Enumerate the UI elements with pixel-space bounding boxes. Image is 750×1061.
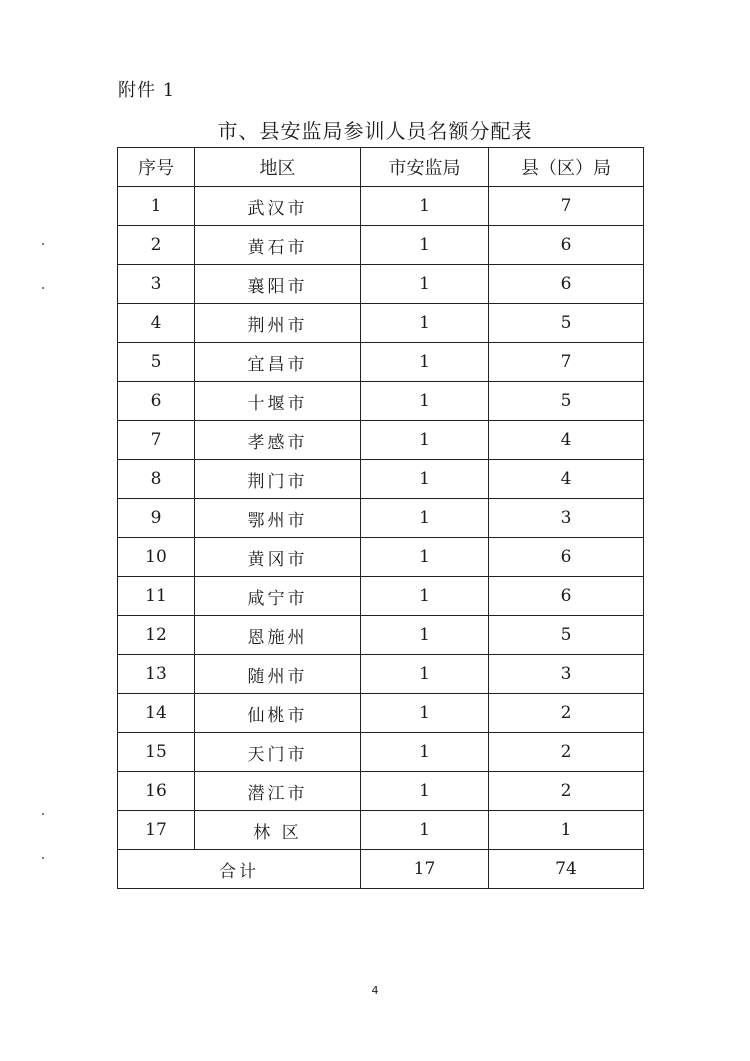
row-county-count: 7 [489,187,644,226]
row-city-count: 1 [361,616,489,655]
header-city-bureau: 市安监局 [361,148,489,187]
row-county-count: 4 [489,421,644,460]
row-no: 6 [118,382,195,421]
row-region: 仙桃市 [195,694,361,733]
row-city-count: 1 [361,499,489,538]
row-county-count: 4 [489,460,644,499]
row-no: 13 [118,655,195,694]
row-no: 5 [118,343,195,382]
attachment-label: 附件 1 [118,80,176,101]
table-row [118,499,644,538]
table-row [118,772,644,811]
row-region: 潜江市 [195,772,361,811]
allocation-table [117,147,644,889]
table-row [118,187,644,226]
row-no: 12 [118,616,195,655]
table-row [118,382,644,421]
table-row [118,460,644,499]
total-city: 17 [361,850,489,889]
row-no: 8 [118,460,195,499]
row-no: 4 [118,304,195,343]
table-row [118,616,644,655]
row-county-count: 7 [489,343,644,382]
row-county-count: 6 [489,538,644,577]
table-header-row [118,148,644,187]
row-city-count: 1 [361,382,489,421]
row-county-count: 3 [489,655,644,694]
row-region: 天门市 [195,733,361,772]
row-county-count: 2 [489,733,644,772]
row-county-count: 5 [489,304,644,343]
row-region: 荆州市 [195,304,361,343]
document-title: 市、县安监局参训人员名额分配表 [217,119,533,143]
row-region: 林 区 [195,811,361,850]
row-city-count: 1 [361,733,489,772]
row-city-count: 1 [361,304,489,343]
row-county-count: 3 [489,499,644,538]
row-no: 11 [118,577,195,616]
row-county-count: 6 [489,265,644,304]
row-city-count: 1 [361,811,489,850]
row-county-count: 6 [489,226,644,265]
table-row [118,733,644,772]
row-county-count: 5 [489,382,644,421]
row-city-count: 1 [361,655,489,694]
table-row [118,655,644,694]
row-city-count: 1 [361,187,489,226]
row-city-count: 1 [361,577,489,616]
row-no: 1 [118,187,195,226]
total-county: 74 [489,850,644,889]
table-row [118,538,644,577]
row-city-count: 1 [361,538,489,577]
table-row [118,577,644,616]
table-row [118,343,644,382]
row-county-count: 2 [489,694,644,733]
row-region: 武汉市 [195,187,361,226]
row-no: 10 [118,538,195,577]
row-county-count: 2 [489,772,644,811]
row-no: 9 [118,499,195,538]
page-number: 4 [371,984,379,997]
row-region: 荆门市 [195,460,361,499]
row-region: 宜昌市 [195,343,361,382]
row-no: 2 [118,226,195,265]
row-no: 15 [118,733,195,772]
row-city-count: 1 [361,772,489,811]
row-region: 黄石市 [195,226,361,265]
table-row [118,811,644,850]
table-body [118,187,644,850]
row-no: 16 [118,772,195,811]
table-row [118,304,644,343]
row-city-count: 1 [361,343,489,382]
total-row [118,850,644,889]
row-city-count: 1 [361,265,489,304]
row-region: 随州市 [195,655,361,694]
table-row [118,694,644,733]
row-no: 7 [118,421,195,460]
row-no: 3 [118,265,195,304]
row-region: 孝感市 [195,421,361,460]
scan-speck [42,287,44,289]
row-city-count: 1 [361,694,489,733]
scan-speck [42,857,44,859]
row-region: 黄冈市 [195,538,361,577]
table-row [118,421,644,460]
row-region: 鄂州市 [195,499,361,538]
header-no: 序号 [118,148,195,187]
table-row [118,226,644,265]
row-city-count: 1 [361,460,489,499]
total-label: 合计 [118,850,361,889]
row-region: 襄阳市 [195,265,361,304]
header-region: 地区 [195,148,361,187]
row-no: 14 [118,694,195,733]
table-row [118,265,644,304]
row-county-count: 6 [489,577,644,616]
row-city-count: 1 [361,421,489,460]
scan-speck [42,243,44,245]
row-region: 咸宁市 [195,577,361,616]
row-county-count: 1 [489,811,644,850]
row-city-count: 1 [361,226,489,265]
row-region: 恩施州 [195,616,361,655]
header-county-bureau: 县（区）局 [489,148,644,187]
row-no: 17 [118,811,195,850]
scan-speck [42,813,44,815]
row-region: 十堰市 [195,382,361,421]
row-county-count: 5 [489,616,644,655]
